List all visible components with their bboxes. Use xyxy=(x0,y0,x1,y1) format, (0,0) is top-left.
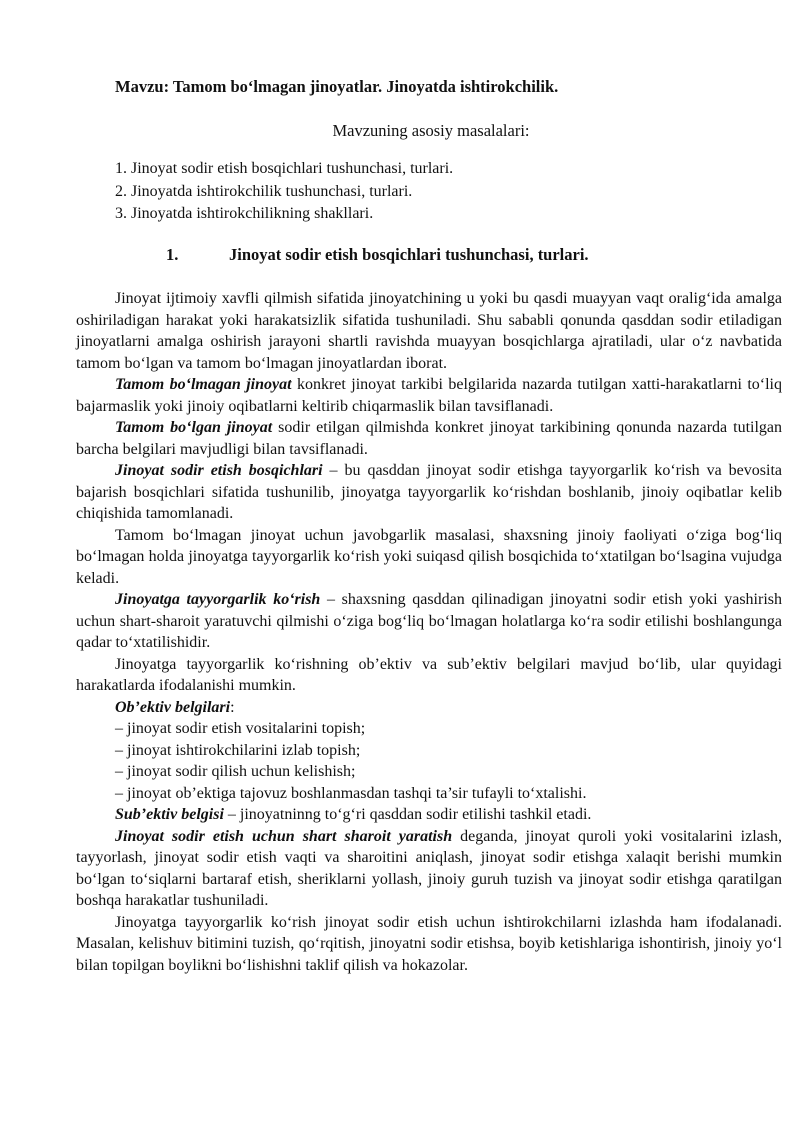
bullet-item xyxy=(76,761,782,783)
paragraph-text: – jinoyat sodir qilish uchun kelishish; xyxy=(115,763,356,780)
bullet-item xyxy=(76,718,782,740)
paragraph xyxy=(76,804,782,826)
paragraph-text: Jinoyatga tayyorgarlik ko‘rish jinoyat sodir etish uchun ishtirokchilarni izlashda ham ifodalanadi. Masalan, kelishuv bitimini tuzish, qo‘rqitish, jinoyatni sodir etishsa, boyib ketishlariga ishontirish, jinoiy yo‘l bilan topilgan boylikni bo‘lishishni taklif qilish va hokazolar. xyxy=(76,913,782,974)
paragraph xyxy=(76,826,782,912)
section-heading xyxy=(166,244,589,266)
paragraph xyxy=(76,912,782,977)
paragraph-text: – jinoyatninng to‘g‘ri qasddan sodir etilishi tashkil etadi. xyxy=(223,806,592,823)
paragraph-term: Jinoyatga tayyorgarlik ko‘rish xyxy=(115,591,321,608)
paragraph xyxy=(76,697,782,719)
paragraph-text: – bu qasddan jinoyat sodir etishga tayyorgarlik ko‘rish va bevosita bajarish bosqichlari sifatida tushunilib, jinoyatga tayyorgarlik ko‘rishdan boshlanib, jinoiy oqibatlar kelib chiqishida tamomlanadi. xyxy=(76,462,783,522)
issues-title: Mavzuning asosiy masalalari: xyxy=(332,121,530,140)
paragraph-text: konkret jinoyat tarkibi belgilarida nazarda tutilgan xatti-harakatlarni to‘liq bajarmaslik yoki jinoiy oqibatlarni keltirib chiqarmaslik bilan tavsiflanadi. xyxy=(76,376,782,415)
issue-item: 1. Jinoyat sodir etish bosqichlari tushunchasi, turlari. xyxy=(115,160,454,177)
section-number: 1. xyxy=(166,245,179,264)
paragraph xyxy=(76,460,782,525)
paragraph-term: Ob’ektiv belgilari xyxy=(115,698,231,716)
section-title: Jinoyat sodir etish bosqichlari tushunchasi, turlari. xyxy=(229,245,589,264)
paragraph-text: sodir etilgan qilmishda konkret jinoyat tarkibining qonunda nazarda tutilgan barcha belgilari mavjudligi bilan tavsiflanadi. xyxy=(76,419,783,458)
paragraph-term: Tamom bo‘lmagan jinoyat xyxy=(115,376,292,393)
paragraph-text: – shaxsning qasddan qilinadigan jinoyatni sodir etish yoki yashirish uchun shart-sharoit yaratuvchi qilmishi o‘ziga bog‘liq bo‘lmagan holatlarga ko‘ra sodir etilishi boshlangunga qadar to‘xtatilishidir. xyxy=(76,591,782,651)
paragraph-term: Sub’ektiv belgisi xyxy=(115,806,224,823)
paragraph-text: – jinoyat sodir etish vositalarini topish; xyxy=(115,720,366,737)
paragraph-term: Jinoyat sodir etish bosqichlari xyxy=(115,462,323,479)
topic-heading: Mavzu: Tamom bo‘lmagan jinoyatlar. Jinoyatda ishtirokchilik. xyxy=(115,77,559,96)
issue-item: 3. Jinoyatda ishtirokchilikning shakllari. xyxy=(115,205,374,222)
issue-item: 2. Jinoyatda ishtirokchilik tushunchasi, turlari. xyxy=(115,182,413,200)
paragraph-text: – jinoyat ob’ektiga tajovuz boshlanmasdan tashqi ta’sir tufayli to‘xtalishi. xyxy=(115,784,587,802)
body-text xyxy=(76,288,782,976)
paragraph xyxy=(76,417,782,460)
paragraph xyxy=(76,288,782,374)
paragraph xyxy=(76,525,782,590)
paragraph xyxy=(76,654,782,697)
bullet-item xyxy=(76,783,782,805)
paragraph-text: deganda, jinoyat quroli yoki vositalarini izlash, tayyorlash, jinoyat sodir etish vaqti va sharoitini aniqlash, jinoyat sodir etishga xalaqit berishi mumkin bo‘lgan to‘siqlarni bartaraf etish, sheriklarni yollash, jinoiy guruh tuzish va jinoyat sodir etishga qaratilgan boshqa harakatlar tushuniladi. xyxy=(76,827,783,909)
paragraph-text: Jinoyat ijtimoiy xavfli qilmish sifatida jinoyatchining u yoki bu qasdi muayyan vaqt oralig‘ida amalga oshiriladigan harakat yoki harakatsizlik sifatida tushuniladi. Shu sababli qonunda qasddan sodir etiladigan jinoyatlarni amalga oshirish jarayoni shartli ravishda muayyan bosqichlarga ajratiladi, ular o‘z navbatida tamom bo‘lgan va tamom bo‘lmagan jinoyatlardan iborat. xyxy=(76,290,782,372)
paragraph-text: Jinoyatga tayyorgarlik ko‘rishning ob’ektiv va sub’ektiv belgilari mavjud bo‘lib, ular quyidagi harakatlarda ifodalanishi mumkin. xyxy=(76,655,782,694)
paragraph-text: Tamom bo‘lmagan jinoyat uchun javobgarlik masalasi, shaxsning jinoiy faoliyati o‘ziga bog‘liq bo‘lmagan holda jinoyatga tayyorgarlik ko‘rish yoki suiqasd qilish bosqichida to‘xtatilgan bo‘lsagina vujudga keladi. xyxy=(76,526,782,587)
paragraph-text: – jinoyat ishtirokchilarini izlab topish; xyxy=(115,741,361,759)
bullet-item xyxy=(76,740,782,762)
paragraph xyxy=(76,589,782,654)
issues-list xyxy=(115,158,453,226)
paragraph-text: : xyxy=(230,698,235,716)
paragraph-term: Tamom bo‘lgan jinoyat xyxy=(115,419,273,436)
paragraph xyxy=(76,374,782,417)
paragraph-term: Jinoyat sodir etish uchun shart sharoit yaratish xyxy=(115,827,453,845)
